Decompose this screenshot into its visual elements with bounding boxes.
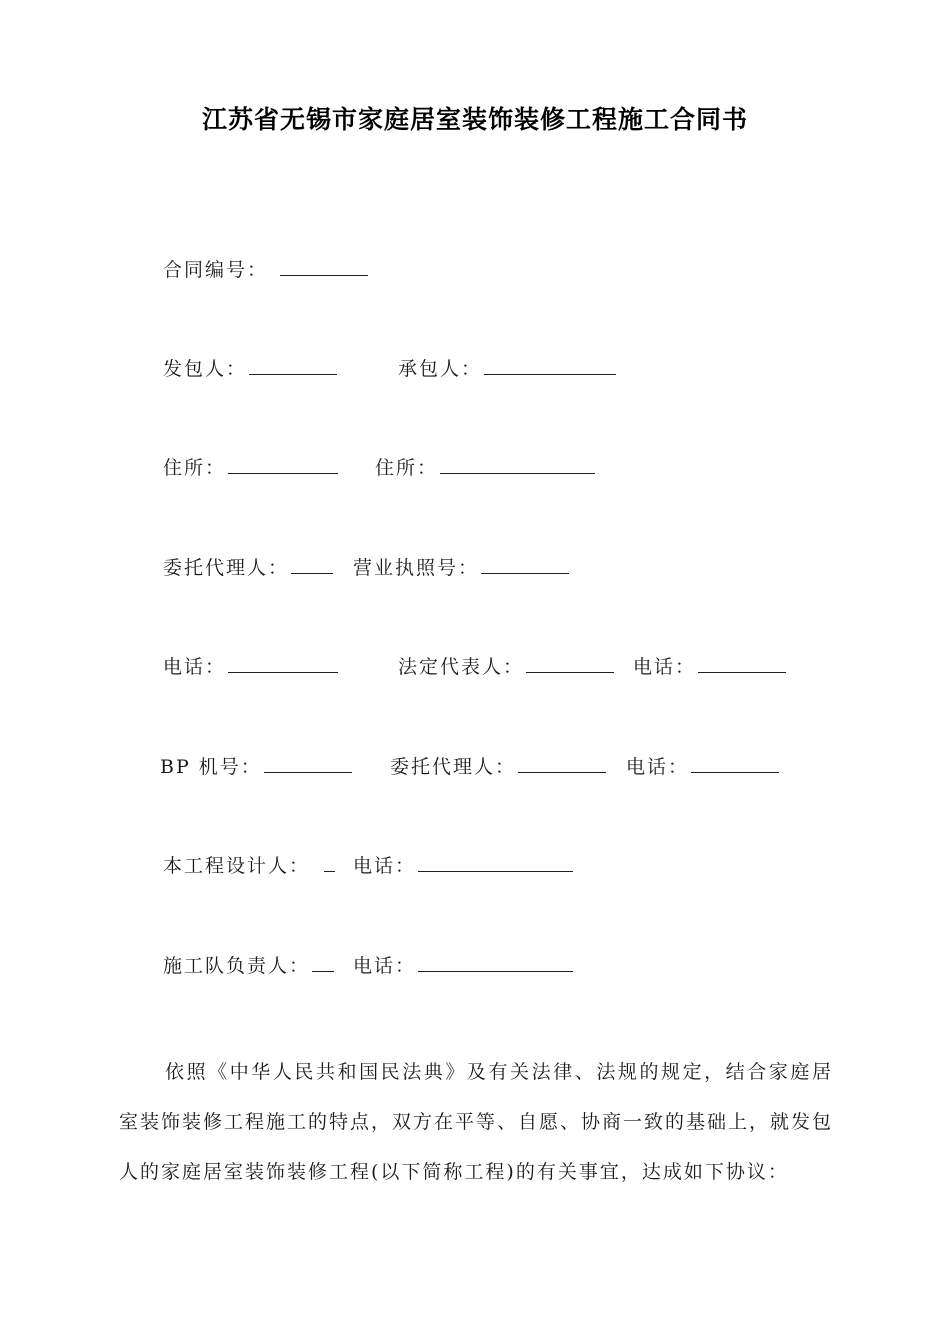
contract-number-field [163, 255, 368, 285]
employer-address-label: 住所： [163, 457, 227, 479]
contractor-address-field [375, 453, 595, 483]
designer-phone-label: 电话： [353, 855, 417, 877]
legal-rep-phone-label: 电话： [633, 656, 697, 678]
team-leader-blank [312, 951, 334, 972]
contractor-field [398, 354, 616, 384]
contractor-label: 承包人： [398, 358, 483, 380]
contractor-address-label: 住所： [375, 457, 439, 479]
contractor-blank [484, 354, 616, 375]
legal-rep-phone-field [633, 652, 786, 682]
designer-field [163, 851, 335, 881]
legal-rep-blank [526, 652, 614, 673]
designer-label: 本工程设计人： [163, 855, 311, 877]
employer-address-field [163, 453, 338, 483]
bp-number-blank [264, 752, 352, 773]
employer-agent-label: 委托代理人： [163, 557, 290, 579]
bp-number-label: BP 机号： [160, 756, 262, 778]
contract-number-label: 合同编号： [163, 259, 269, 281]
designer-phone-blank [418, 851, 573, 872]
contractor-agent-phone-label: 电话： [626, 756, 690, 778]
designer-blank [324, 851, 335, 872]
contractor-agent-blank [518, 752, 606, 773]
bp-number-field [160, 752, 352, 782]
contractor-agent-phone-field [626, 752, 779, 782]
document-title: 江苏省无锡市家庭居室装饰装修工程施工合同书 [201, 105, 748, 134]
team-leader-label: 施工队负责人： [163, 955, 311, 977]
employer-phone-blank [228, 652, 338, 673]
employer-field [163, 354, 337, 384]
contract-number-blank [280, 255, 368, 276]
contractor-agent-label: 委托代理人： [390, 756, 517, 778]
employer-blank [249, 354, 337, 375]
employer-label: 发包人： [163, 358, 248, 380]
employer-agent-field [163, 553, 333, 583]
employer-phone-label: 电话： [163, 656, 227, 678]
business-license-blank [481, 553, 569, 574]
team-leader-phone-label: 电话： [353, 955, 417, 977]
designer-phone-field [353, 851, 573, 881]
team-leader-phone-blank [418, 951, 573, 972]
employer-address-blank [228, 453, 338, 474]
business-license-field [353, 553, 569, 583]
team-leader-field [163, 951, 334, 981]
employer-agent-blank [291, 553, 333, 574]
business-license-label: 营业执照号： [353, 557, 480, 579]
agreement-paragraph: 依照《中华人民共和国民法典》及有关法律、法规的规定，结合家庭居室装饰装修工程施工的特点，双方在平等、自愿、协商一致的基础上，就发包人的家庭居室装饰装修工程(以下简称工程)的有关事宜，达成如下协议： [119, 1061, 834, 1183]
legal-rep-phone-blank [698, 652, 786, 673]
employer-phone-field [163, 652, 338, 682]
contractor-address-blank [440, 453, 595, 474]
legal-rep-field [398, 652, 614, 682]
team-leader-phone-field [353, 951, 573, 981]
contractor-agent-field [390, 752, 606, 782]
contractor-agent-phone-blank [691, 752, 779, 773]
legal-rep-label: 法定代表人： [398, 656, 525, 678]
